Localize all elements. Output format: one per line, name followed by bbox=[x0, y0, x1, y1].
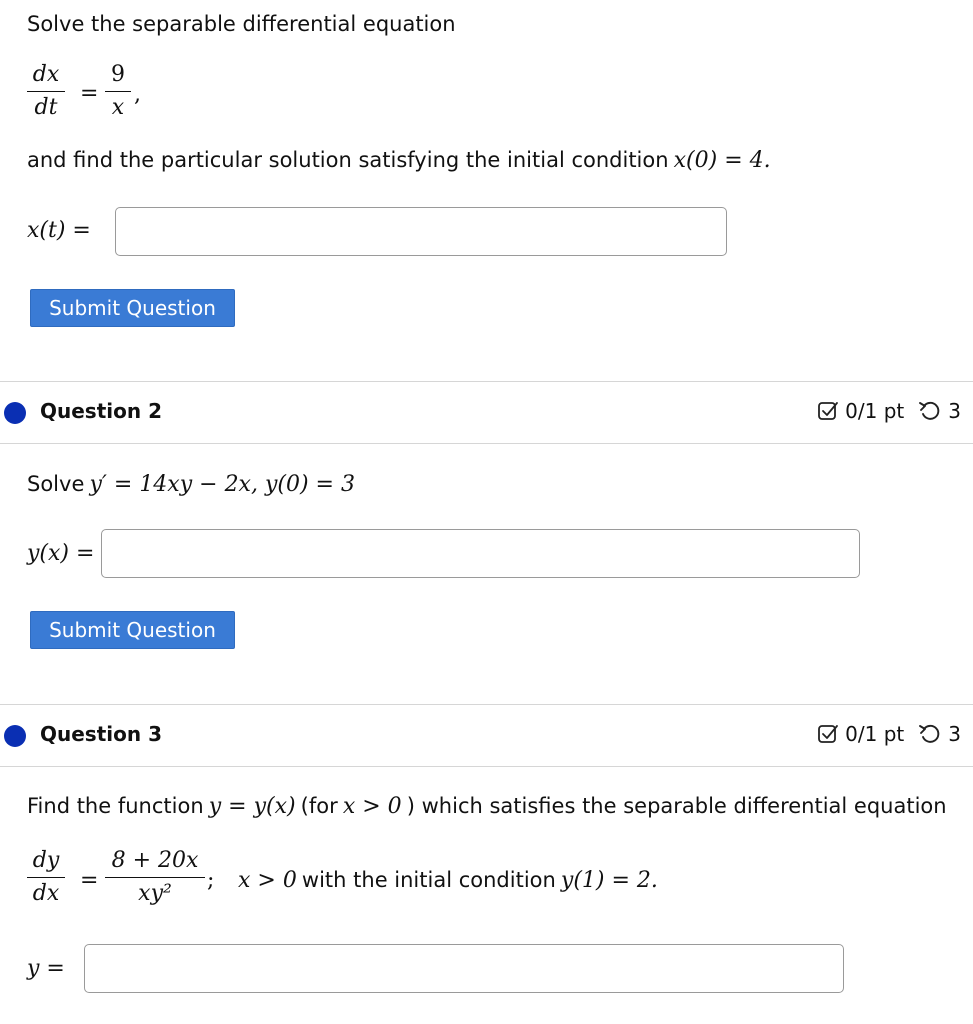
retry-icon[interactable] bbox=[918, 723, 942, 745]
q1-answer-input[interactable] bbox=[115, 207, 727, 256]
q3-eq-tail-math: x > 0 bbox=[238, 868, 297, 893]
q3-header bbox=[0, 706, 973, 768]
q3-lhs-denominator: dx bbox=[32, 881, 60, 906]
checkbox-icon bbox=[817, 723, 839, 745]
q3-prompt-c: ) which satisfies the separable differential equation bbox=[406, 794, 947, 818]
q3-rhs-numerator: 8 + 20x bbox=[111, 848, 199, 873]
q3-eq-tail bbox=[238, 868, 658, 893]
q3-eq-tail-condition: y(1) = 2. bbox=[560, 868, 658, 893]
q3-prompt-a: Find the function bbox=[27, 794, 204, 818]
q3-lhs-fraction bbox=[27, 848, 65, 907]
q3-equals-sign: = bbox=[80, 868, 99, 893]
q1-prompt: Solve the separable differential equation bbox=[27, 12, 456, 36]
q1-rhs-denominator: x bbox=[111, 95, 125, 120]
q3-eq-tail-text: with the initial condition bbox=[301, 868, 556, 892]
q2-header-divider bbox=[0, 443, 973, 444]
q3-header-divider bbox=[0, 766, 973, 767]
q2-status-dot bbox=[4, 402, 26, 424]
retry-icon[interactable] bbox=[918, 400, 942, 422]
q1-lhs-numerator: dx bbox=[32, 62, 60, 87]
q2-retries-count: 3 bbox=[948, 399, 961, 423]
q2-answer-input[interactable] bbox=[101, 529, 860, 578]
q3-status-dot bbox=[4, 725, 26, 747]
checkbox-icon bbox=[817, 400, 839, 422]
q1-submit-button[interactable]: Submit Question bbox=[30, 289, 235, 327]
q2-score-text: 0/1 pt bbox=[845, 399, 905, 423]
q2-score bbox=[817, 399, 961, 423]
q3-retries-count: 3 bbox=[948, 722, 961, 746]
q1-rhs-fraction bbox=[105, 62, 131, 121]
q3-score bbox=[817, 722, 961, 746]
q3-prompt bbox=[27, 794, 947, 819]
q1-answer-label: x(t) = bbox=[27, 218, 91, 243]
q3-answer-input[interactable] bbox=[84, 944, 844, 993]
q2-prompt bbox=[27, 472, 355, 497]
q2-title: Question 2 bbox=[40, 399, 162, 423]
q1-comma: , bbox=[134, 82, 141, 107]
q2-answer-label: y(x) = bbox=[27, 541, 95, 566]
q3-title: Question 3 bbox=[40, 722, 162, 746]
q2-prompt-word: Solve bbox=[27, 472, 85, 496]
q1-equals-sign: = bbox=[80, 81, 99, 106]
q3-prompt-math-a: y = y(x) bbox=[208, 794, 296, 819]
q1-rhs-numerator: 9 bbox=[111, 62, 125, 87]
q3-answer-label: y = bbox=[27, 956, 65, 981]
q1-condition bbox=[27, 148, 771, 173]
q2-header bbox=[0, 383, 973, 445]
q1-lhs-denominator: dt bbox=[34, 95, 58, 120]
q2-submit-button[interactable]: Submit Question bbox=[30, 611, 235, 649]
q2-prompt-math: y′ = 14xy − 2x, y(0) = 3 bbox=[89, 472, 355, 497]
q3-score-text: 0/1 pt bbox=[845, 722, 905, 746]
q3-prompt-b: (for bbox=[300, 794, 338, 818]
q1-condition-text: and find the particular solution satisfying the initial condition bbox=[27, 148, 669, 172]
q3-semicolon: ; bbox=[207, 868, 215, 893]
q3-prompt-math-b: x > 0 bbox=[342, 794, 402, 819]
q3-rhs-fraction bbox=[105, 848, 205, 907]
q3-lhs-numerator: dy bbox=[32, 848, 60, 873]
q3-rhs-denominator: xy² bbox=[138, 881, 172, 906]
q1-condition-math: x(0) = 4. bbox=[673, 148, 771, 173]
q3-top-divider bbox=[0, 704, 973, 705]
q2-top-divider bbox=[0, 381, 973, 382]
q1-lhs-fraction bbox=[27, 62, 65, 121]
